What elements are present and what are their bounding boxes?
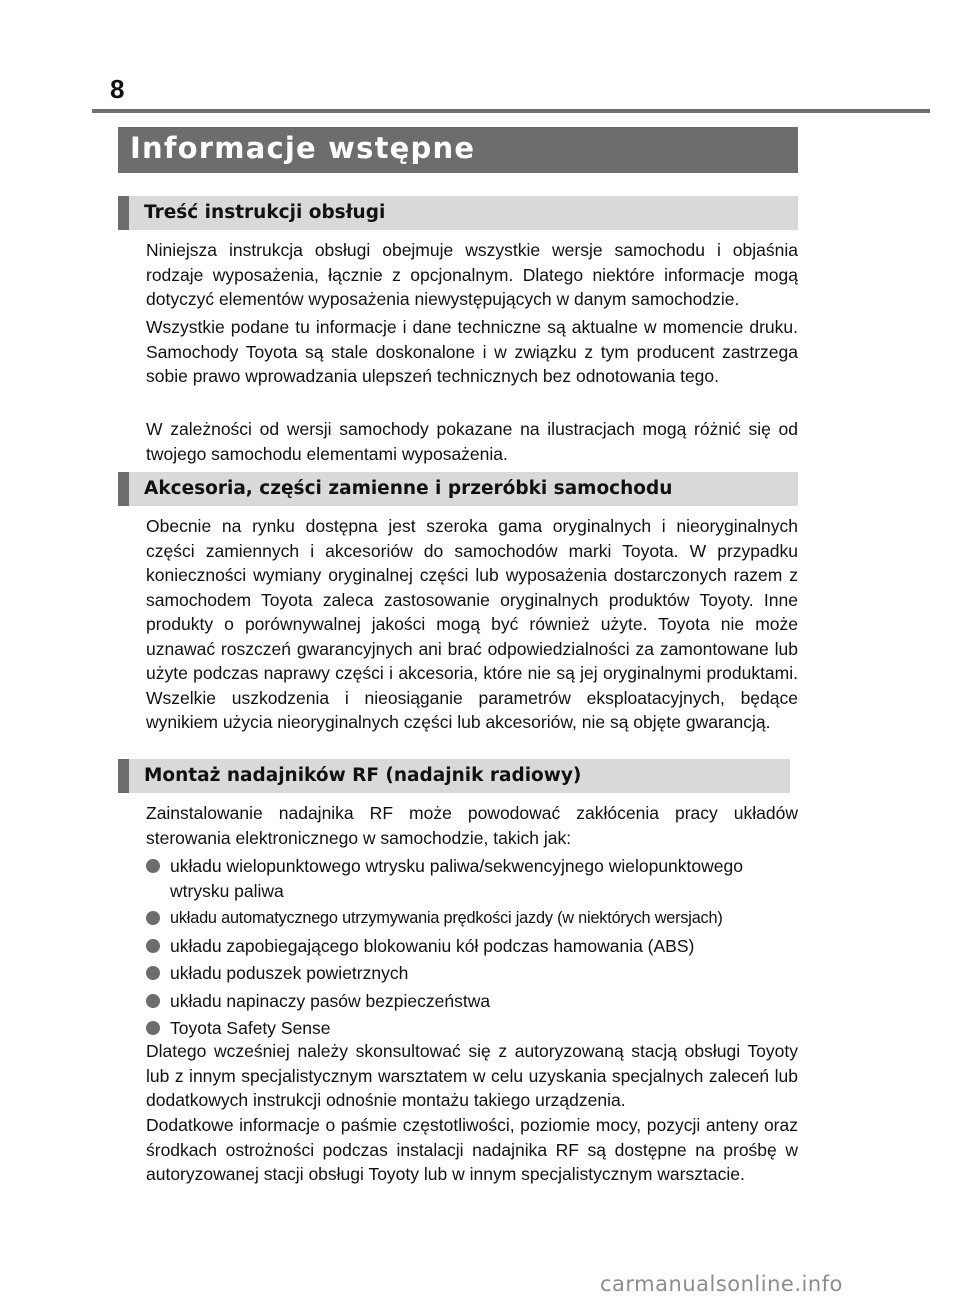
section-title: Treść instrukcji obsługi (144, 202, 386, 223)
list-item: układu napinaczy pasów bezpieczeństwa (146, 989, 798, 1014)
chapter-title: Informacje wstępne (130, 131, 476, 165)
section-accent (118, 196, 129, 230)
page-number: 8 (110, 74, 125, 104)
paragraph: Dlatego wcześniej należy skonsultować się z autoryzowaną stacją obsługi Toyoty lub z innym specjalistycznym warsztatem w celu uzyskania specjalnych zaleceń lub dodatkowych instrukcji odnośnie montażu takiego urządzenia. (146, 1041, 798, 1110)
list-item: układu automatycznego utrzymywania prędkości jazdy (w niektórych wersjach) (146, 906, 798, 931)
section-accent (118, 472, 129, 506)
header-rule (92, 109, 930, 113)
section-header-accessories (118, 472, 798, 506)
section-title: Montaż nadajników RF (nadajnik radiowy) (144, 765, 582, 786)
paragraph: Wszystkie podane tu informacje i dane techniczne są aktualne w momencie druku. Samochody Toyota są stale doskonalone i w związku z tym producent zastrzega sobie prawo wprowadzania ulepszeń technicznych bez odnotowania tego. (146, 317, 798, 386)
paragraph: Dodatkowe informacje o paśmie częstotliwości, poziomie mocy, pozycji anteny oraz środkach ostrożności podczas instalacji nadajnika RF są dostępne na prośbę w autoryzowanej stacji obsługi Toyoty lub w innym specjalistycznym warsztacie. (146, 1115, 798, 1184)
section-header-rf-transmitters (118, 759, 790, 793)
bullet-dot-icon (146, 911, 160, 925)
list-item: układu zapobiegającego blokowaniu kół podczas hamowania (ABS) (146, 934, 798, 959)
section-title: Akcesoria, części zamienne i przeróbki samochodu (144, 478, 673, 499)
paragraph: Obecnie na rynku dostępna jest szeroka gama oryginalnych i nieoryginalnych części zamiennych i akcesoriów do samochodów marki Toyota. W przypadku konieczności wymiany oryginalnej części lub wyposażenia dostarczonych razem z samochodem Toyota zaleca zastosowanie oryginalnych produktów Toyoty. Inne produkty o porównywalnej jakości mogą być również użyte. Toyota nie może uznawać roszczeń gwarancyjnych ani brać odpowiedzialności za zamontowane lub użyte podczas naprawy części i akcesoria, które nie są jej oryginalnymi produktami. Wszelkie uszkodzenia i nieosiąganie parametrów eksploatacyjnych, będące wynikiem użycia nieoryginalnych części lub akcesoriów, nie są objęte gwarancją. (146, 516, 798, 732)
bullet-dot-icon (146, 966, 160, 980)
bullet-dot-icon (146, 1021, 160, 1035)
chapter-header (118, 127, 798, 173)
bullet-dot-icon (146, 994, 160, 1008)
section-header-manual-contents (118, 196, 798, 230)
list-item: układu wielopunktowego wtrysku paliwa/sekwencyjnego wielopunktowego wtrysku paliwa (146, 854, 798, 903)
bullet-dot-icon (146, 939, 160, 953)
paragraph: Niniejsza instrukcja obsługi obejmuje wszystkie wersje samochodu i objaśnia rodzaje wyposażenia, łącznie z opcjonalnym. Dlatego niektóre informacje mogą dotyczyć elementów wyposażenia niewystępujących w danym samochodzie. (146, 240, 798, 309)
list-item: Toyota Safety Sense (146, 1016, 798, 1041)
paragraph-intro: Zainstalowanie nadajnika RF może powodować zakłócenia pracy układów sterowania elektronicznego w samochodzie, takich jak: (146, 803, 798, 848)
bullet-list (146, 854, 798, 1044)
bullet-dot-icon (146, 859, 160, 873)
paragraph: W zależności od wersji samochody pokazane na ilustracjach mogą różnić się od twojego samochodu elementami wyposażenia. (146, 419, 798, 464)
list-item: układu poduszek powietrznych (146, 961, 798, 986)
watermark: carmanualsonline.info (600, 1272, 843, 1296)
section-accent (118, 759, 129, 793)
